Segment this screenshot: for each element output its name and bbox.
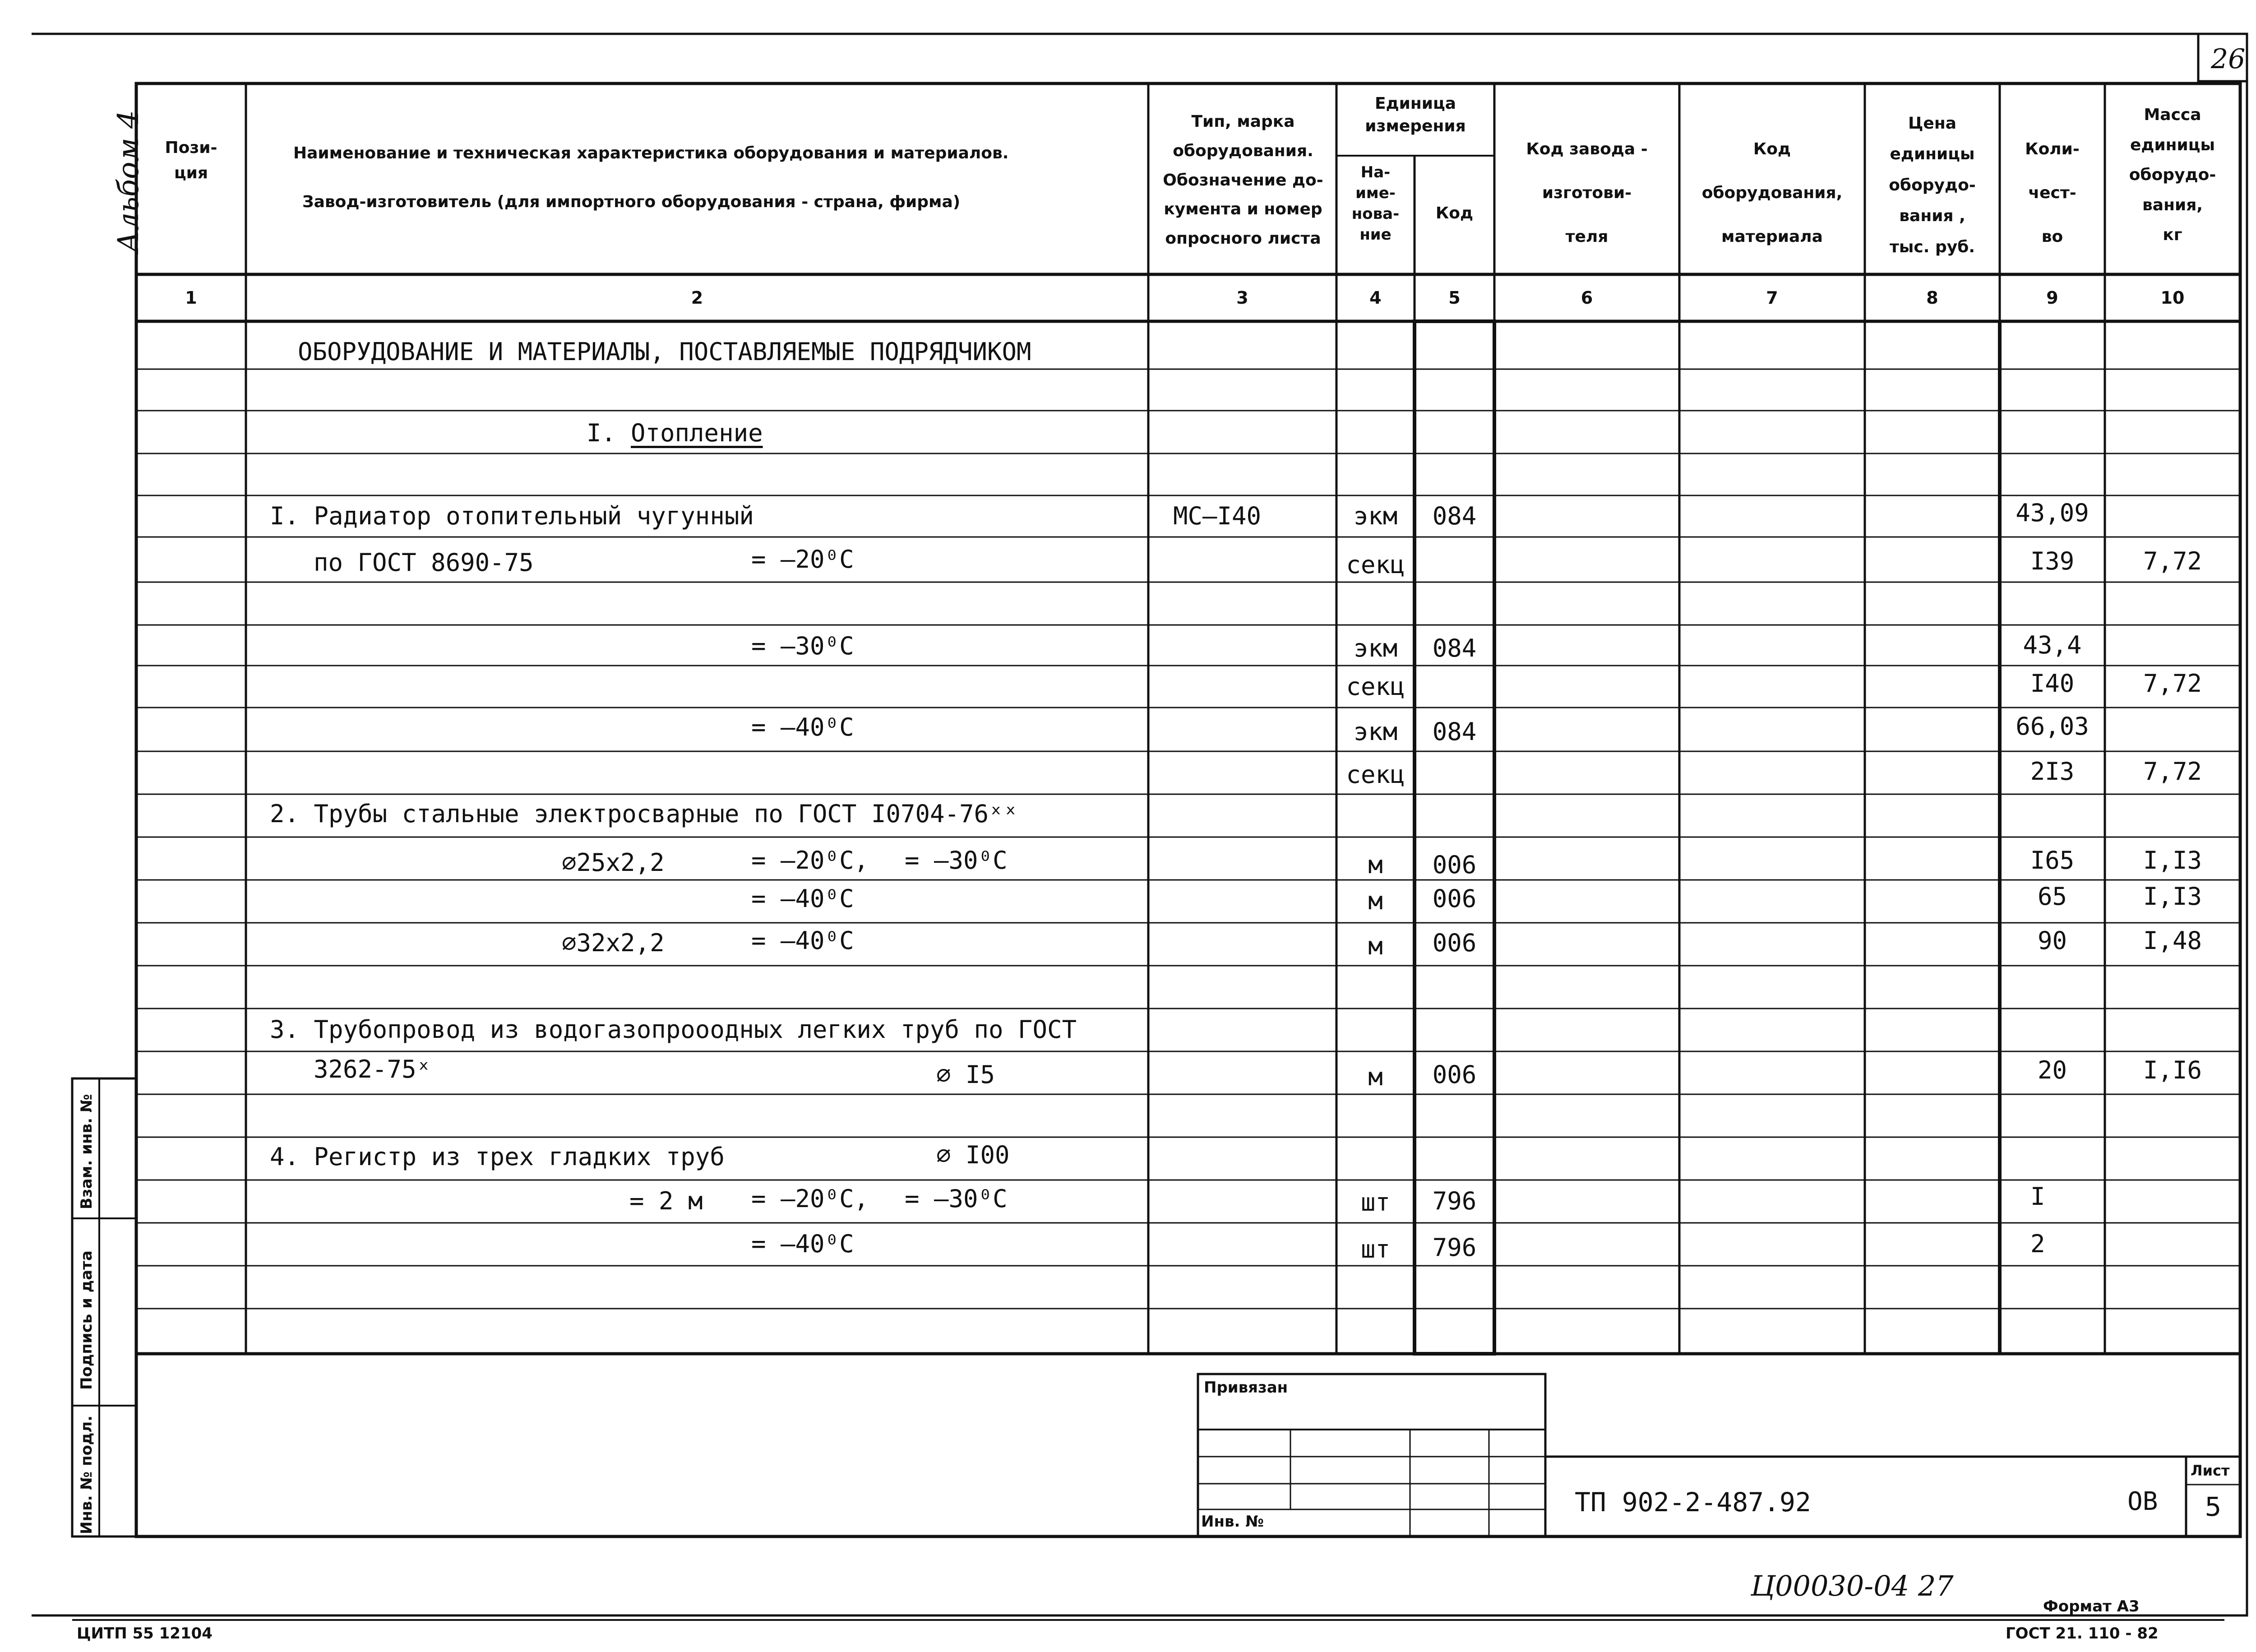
item-unit-code: 084 (1432, 634, 1477, 662)
column-number: 7 (1766, 288, 1778, 308)
item-name: 3. Трубопровод из водогазопрооодных легких труб по ГОСТ (270, 1015, 1077, 1044)
header-unit-group: Единица измерения (1365, 94, 1466, 136)
header-quantity: Коли- чест- во (2025, 140, 2080, 246)
item-condition: = –30⁰С (905, 1185, 1008, 1213)
section-title: ОБОРУДОВАНИЕ И МАТЕРИАЛЫ, ПОСТАВЛЯЕМЫЕ ПОДРЯДЧИКОМ (298, 338, 1031, 366)
item-mass: I,I6 (2143, 1056, 2202, 1084)
item-length: = 2 м (629, 1187, 703, 1215)
inv-no-label: Инв. № (1201, 1513, 1264, 1531)
item-name: 3262-75ˣ (314, 1055, 431, 1083)
header-mass: Масса единицы оборудо- вания, кг (2129, 106, 2216, 245)
item-mass: I,I3 (2143, 846, 2202, 875)
item-condition: = –40⁰С (751, 713, 854, 741)
format-label: Формат А3 (2043, 1597, 2140, 1615)
item-size: ∅ I00 (936, 1141, 1010, 1169)
header-position: Пози- ция (165, 139, 217, 182)
item-unit-code: 006 (1432, 851, 1477, 879)
item-size: ∅ I5 (936, 1060, 995, 1089)
column-number: 5 (1448, 288, 1461, 308)
column-number: 1 (185, 288, 197, 308)
item-name: I. Радиатор отопительный чугунный (270, 502, 754, 530)
document-mark: ОВ (2127, 1487, 2158, 1516)
item-unit: м (1368, 887, 1383, 915)
item-quantity: 43,09 (2016, 499, 2089, 527)
item-unit-code: 084 (1432, 717, 1477, 746)
item-unit: шт (1360, 1235, 1391, 1263)
privyazan-label: Привязан (1204, 1379, 1288, 1397)
citp-code: ЦИТП 55 12104 (77, 1624, 213, 1643)
column-number: 9 (2046, 288, 2058, 308)
item-condition: = –40⁰С (751, 926, 854, 955)
gost-code: ГОСТ 21. 110 - 82 (2006, 1624, 2159, 1643)
item-unit-code: 006 (1432, 929, 1477, 957)
item-quantity: 2 (2030, 1230, 2045, 1258)
item-size: ∅25х2,2 (562, 848, 665, 877)
item-unit: экм (1353, 634, 1398, 662)
item-unit: м (1368, 1063, 1383, 1091)
item-unit: экм (1353, 502, 1398, 530)
item-unit-code: 796 (1432, 1233, 1477, 1262)
list-label: Лист (2191, 1462, 2230, 1479)
header-plant-code: Код завода - изготови- теля (1526, 140, 1648, 246)
item-quantity: I (2030, 1182, 2045, 1211)
item-quantity: 20 (2037, 1056, 2067, 1084)
item-unit-code: 796 (1432, 1187, 1477, 1215)
handwritten-archive-number: Ц00030-04 27 (1751, 1569, 1954, 1602)
stamp-signature-date: Подпись и дата (78, 1250, 96, 1390)
column-number: 4 (1369, 288, 1382, 308)
item-unit: секц (1346, 760, 1405, 789)
item-name: по ГОСТ 8690-75 (314, 548, 534, 577)
header-price: Цена единицы оборудо- вания , тыс. руб. (1889, 114, 1976, 256)
item-quantity: I40 (2030, 669, 2075, 698)
header-type: Тип, марка оборудования. Обозначение до- кумента и номер опросного листа (1163, 112, 1323, 248)
item-quantity: 43,4 (2023, 631, 2082, 659)
item-mass: 7,72 (2143, 669, 2202, 698)
column-number: 6 (1581, 288, 1593, 308)
sheet-number-top: 26 (2211, 43, 2246, 75)
item-unit-code: 084 (1432, 502, 1477, 530)
stamp-vzam-inv: Взам. инв. № (78, 1094, 96, 1209)
item-quantity: 65 (2037, 882, 2067, 911)
album-label: Альбом 4 (112, 110, 145, 253)
item-unit: секц (1346, 551, 1405, 579)
column-number: 3 (1236, 288, 1248, 308)
item-condition: = –20⁰С, (751, 1185, 869, 1213)
header-equipment-code: Код оборудования, материала (1701, 140, 1843, 246)
column-number: 2 (691, 288, 703, 308)
column-number: 8 (1926, 288, 1938, 308)
item-unit-code: 006 (1432, 1060, 1477, 1089)
item-mass: I,48 (2143, 926, 2202, 955)
item-quantity: I39 (2030, 547, 2075, 575)
item-mass: I,I3 (2143, 882, 2202, 911)
item-name: 4. Регистр из трех гладких труб (270, 1143, 725, 1171)
item-unit: шт (1360, 1188, 1391, 1217)
column-number: 10 (2160, 288, 2185, 308)
item-type: МС–I40 (1173, 502, 1262, 530)
item-unit: секц (1346, 672, 1405, 701)
document-code: ТП 902-2-487.92 (1575, 1487, 1811, 1518)
item-condition: = –20⁰С, (751, 846, 869, 875)
item-mass: 7,72 (2143, 547, 2202, 575)
item-name: 2. Трубы стальные электросварные по ГОСТ I0704-76ˣˣ (270, 800, 1018, 828)
item-condition: = –40⁰С (751, 1230, 854, 1258)
item-unit: м (1368, 851, 1383, 879)
item-unit: м (1368, 932, 1383, 960)
list-number: 5 (2205, 1491, 2222, 1522)
item-quantity: 66,03 (2016, 712, 2089, 740)
header-unit-name: На- име- нова- ние (1351, 163, 1400, 244)
item-unit: экм (1353, 717, 1398, 746)
item-condition: = –30⁰С (751, 632, 854, 660)
stamp-inv-original: Инв. № подл. (78, 1415, 96, 1534)
item-condition: = –30⁰С (905, 846, 1008, 875)
header-name: Наименование и техническая характеристика оборудования и материалов. Завод-изготовитель (для импортного оборудования - страна, фирма) (293, 144, 1009, 211)
subsection-number: I. (587, 419, 616, 447)
item-quantity: I65 (2030, 846, 2075, 875)
item-mass: 7,72 (2143, 757, 2202, 786)
item-condition: = –20⁰С (751, 545, 854, 574)
item-unit-code: 006 (1432, 884, 1477, 913)
header-unit-code: Код (1435, 204, 1474, 222)
subsection-title: Отопление (631, 419, 763, 447)
item-condition: = –40⁰С (751, 884, 854, 913)
item-quantity: 2I3 (2030, 757, 2075, 786)
item-quantity: 90 (2037, 926, 2067, 955)
item-size: ∅32х2,2 (562, 929, 665, 957)
